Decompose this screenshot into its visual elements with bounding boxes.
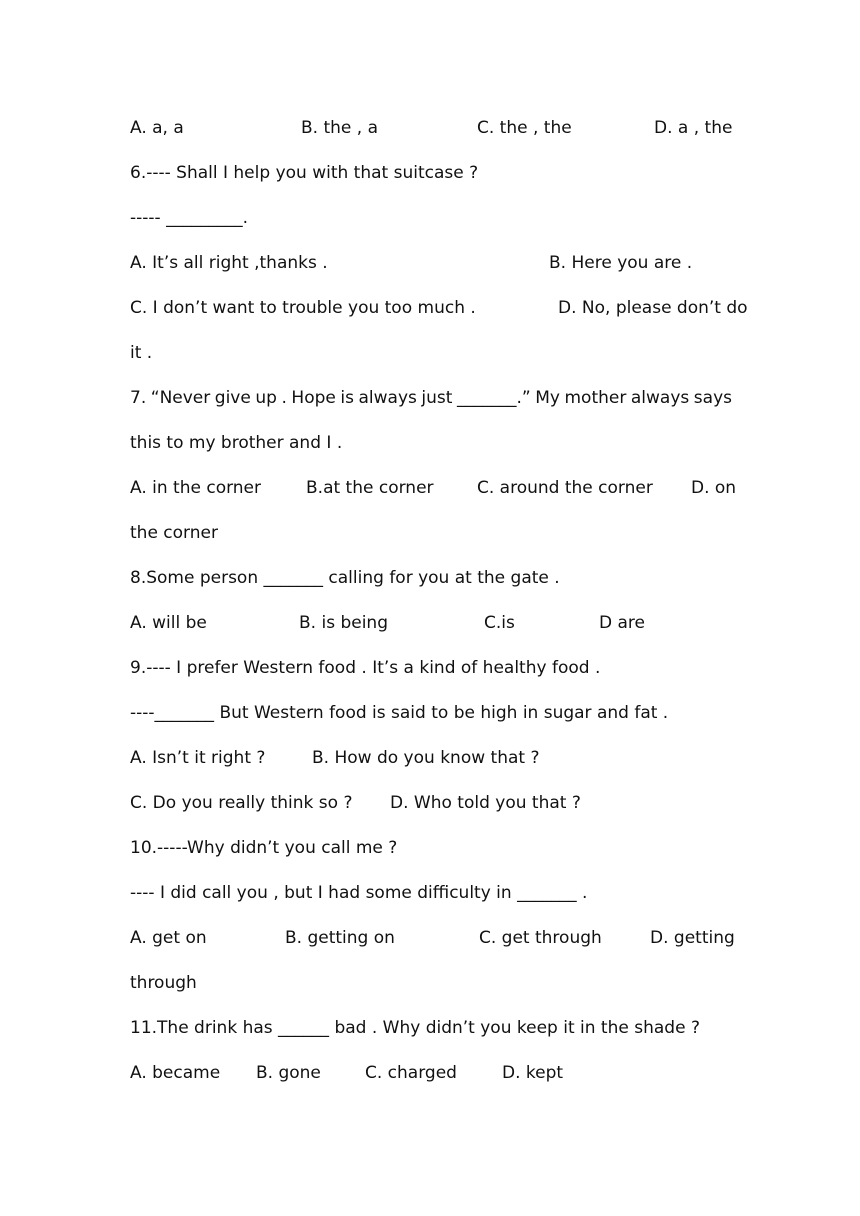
q7-option-c: C. around the corner [477, 478, 653, 498]
q9-option-c: C. Do you really think so ? [130, 793, 353, 813]
q7-option-a: A. in the corner [130, 478, 262, 498]
q8-option-a: A. will be [130, 613, 207, 633]
q11-option-d: D. kept [502, 1063, 564, 1083]
q5-option-d: D. a , the [654, 118, 733, 138]
q10-option-b: B. getting on [285, 928, 395, 948]
q5-option-b: B. the , a [301, 118, 378, 138]
q10-option-d-continued: through [130, 973, 197, 993]
q8-option-d: D are [599, 613, 645, 633]
q10-option-a: A. get on [130, 928, 207, 948]
q7-option-d: D. on [691, 478, 737, 498]
q9-option-a: A. Isn’t it right ? [130, 748, 266, 768]
q7-stem-line1: 7. “Never give up . Hope is always just _______.” My mother always says [130, 388, 732, 408]
q10-option-d: D. getting [650, 928, 735, 948]
q9-stem: 9.---- I prefer Western food . It’s a kind of healthy food . [130, 658, 601, 678]
q8-stem: 8.Some person _______ calling for you at the gate . [130, 568, 560, 588]
q8-option-b: B. is being [299, 613, 388, 633]
q10-reply: ---- I did call you , but I had some difficulty in _______ . [130, 883, 588, 903]
q10-stem: 10.-----Why didn’t you call me ? [130, 838, 398, 858]
q6-option-d: D. No, please don’t do [558, 298, 748, 318]
q11-option-b: B. gone [256, 1063, 321, 1083]
q6-option-b: B. Here you are . [549, 253, 693, 273]
q9-option-d: D. Who told you that ? [390, 793, 581, 813]
q9-reply: ----_______ But Western food is said to be high in sugar and fat . [130, 703, 669, 723]
q5-option-a: A. a, a [130, 118, 184, 138]
q8-option-c: C.is [484, 613, 515, 633]
q9-option-b: B. How do you know that ? [312, 748, 540, 768]
q10-option-c: C. get through [479, 928, 602, 948]
q6-stem: 6.---- Shall I help you with that suitcase ? [130, 163, 479, 183]
q6-reply: ----- _________. [130, 208, 248, 228]
q11-option-a: A. became [130, 1063, 221, 1083]
q6-option-a: A. It’s all right ,thanks . [130, 253, 328, 273]
q5-option-c: C. the , the [477, 118, 572, 138]
q7-option-d-continued: the corner [130, 523, 218, 543]
q6-option-c: C. I don’t want to trouble you too much . [130, 298, 476, 318]
q11-option-c: C. charged [365, 1063, 457, 1083]
q6-option-d-continued: it . [130, 343, 153, 363]
q7-stem-line2: this to my brother and I . [130, 433, 343, 453]
q7-option-b: B.at the corner [306, 478, 434, 498]
q11-stem: 11.The drink has ______ bad . Why didn’t you keep it in the shade ? [130, 1018, 700, 1038]
